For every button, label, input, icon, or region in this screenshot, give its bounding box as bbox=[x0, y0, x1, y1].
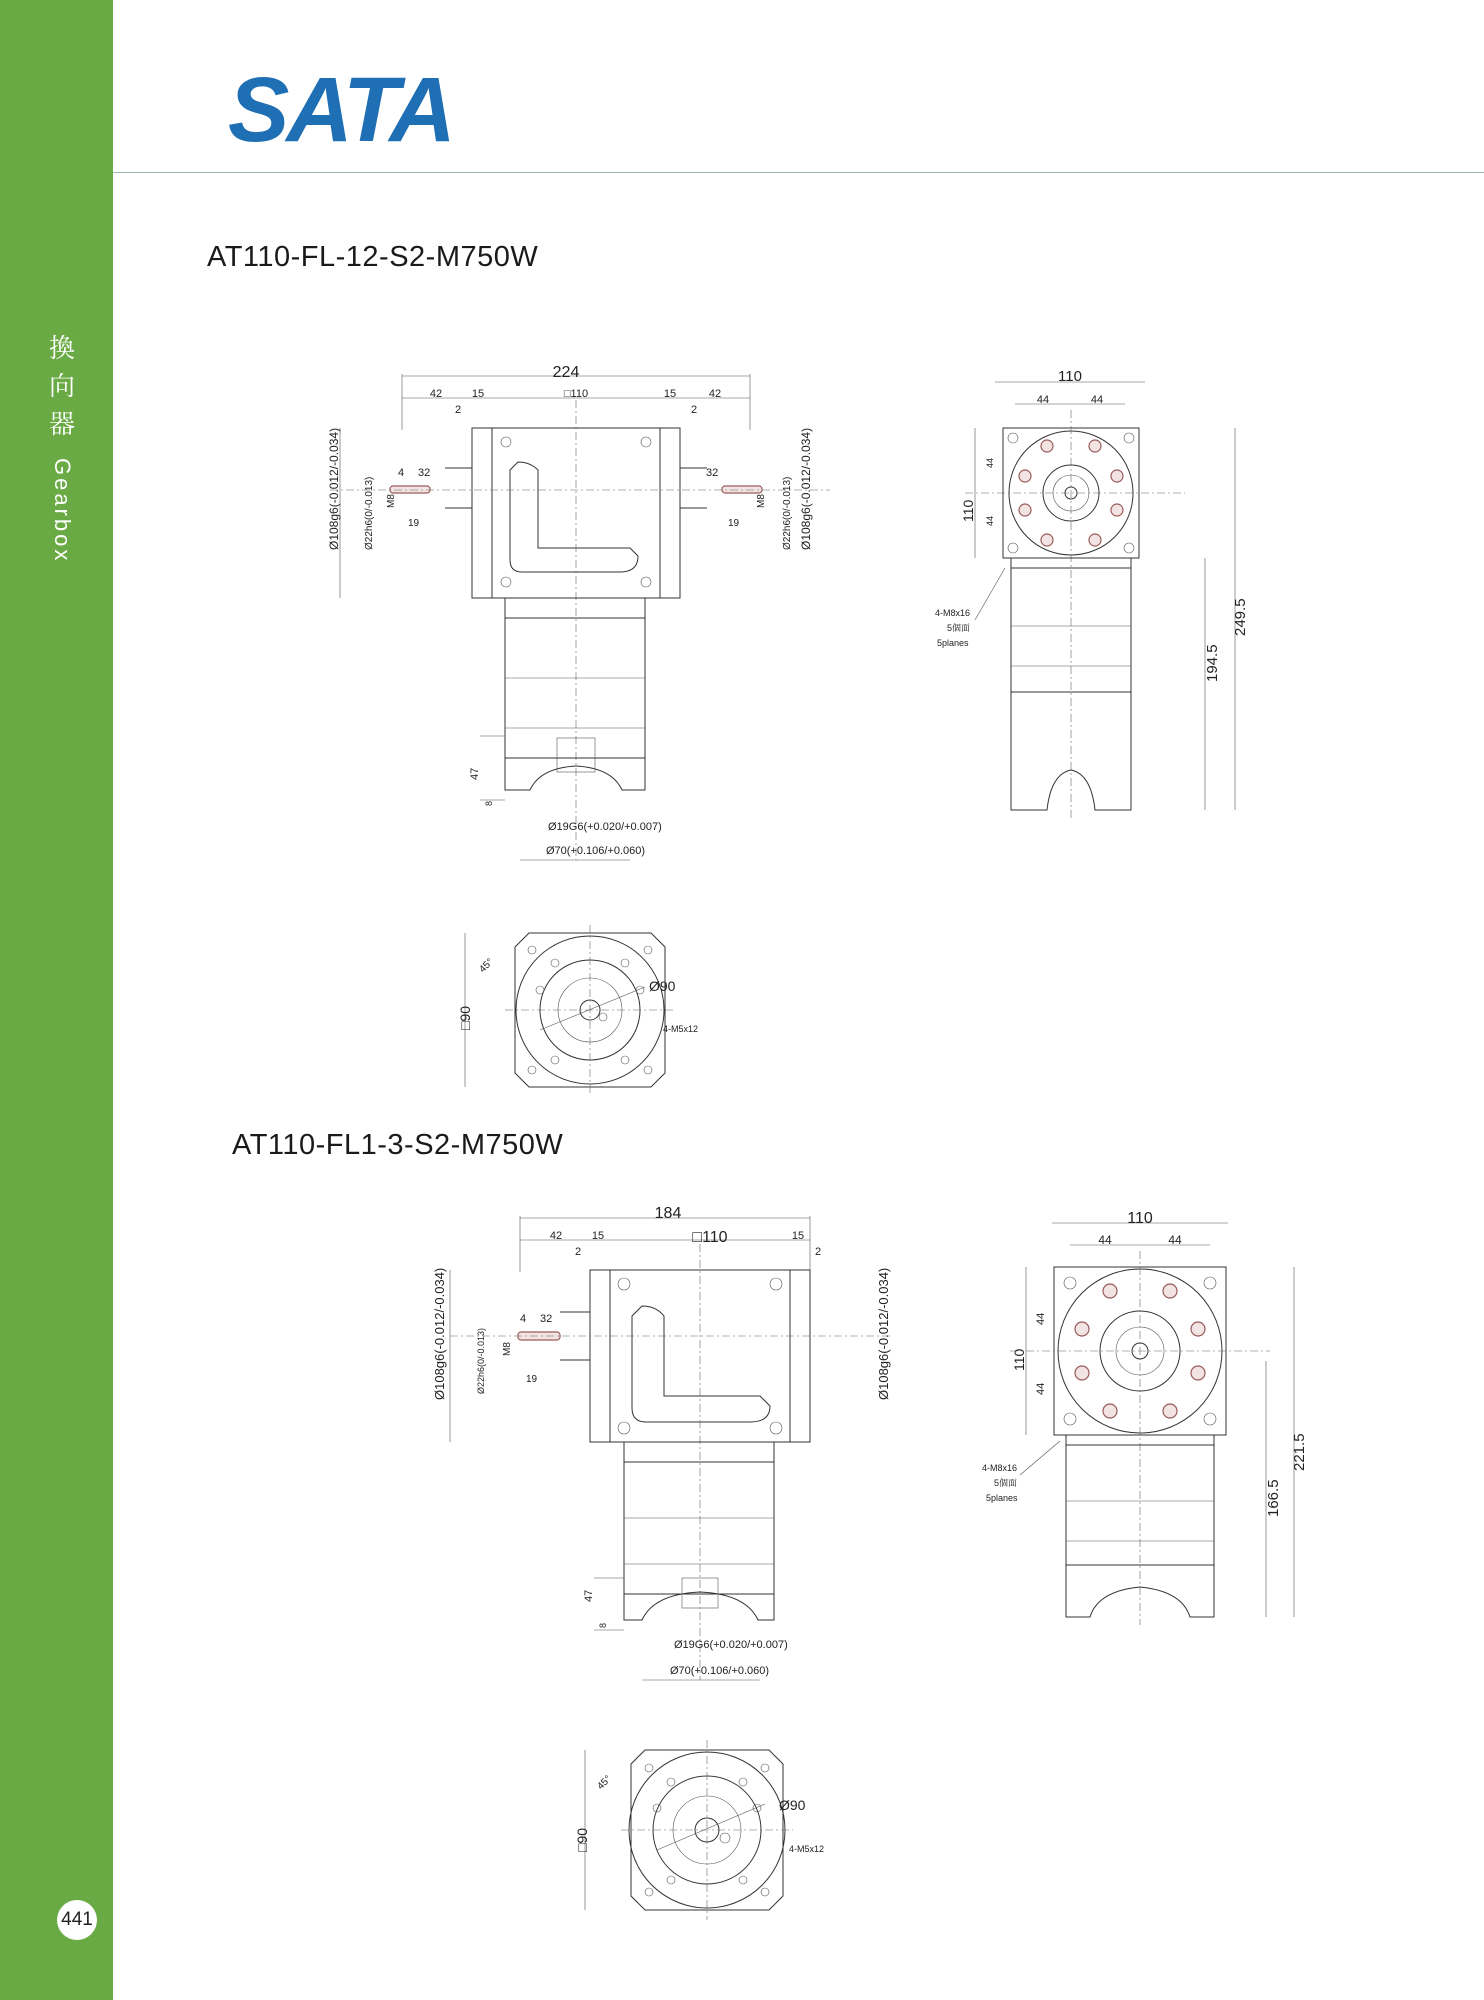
end-holes: 4-M8x16 bbox=[982, 1463, 1018, 1473]
dim-right-step: 2 bbox=[690, 404, 698, 416]
dim-shoulder: 4 bbox=[520, 1313, 527, 1325]
dim-key: 32 bbox=[540, 1313, 553, 1325]
dim-left-gap: 15 bbox=[471, 388, 485, 400]
flange-square: □90 bbox=[457, 1005, 473, 1030]
dim-left-gap: 15 bbox=[591, 1230, 605, 1242]
dim-right-offset: 42 bbox=[708, 388, 722, 400]
dim-half-bottom: 44 bbox=[1035, 1382, 1047, 1395]
dim-shaft-len: 19 bbox=[408, 518, 420, 529]
dim-width: 110 bbox=[1058, 368, 1082, 385]
flange-angle: 45° bbox=[595, 1773, 614, 1793]
dim-key-right: 32 bbox=[706, 467, 719, 479]
flange-holes: 4-M5x12 bbox=[789, 1844, 825, 1854]
dim-shaft-len: 19 bbox=[526, 1374, 538, 1385]
dim-left-step: 2 bbox=[454, 404, 462, 416]
dim-pilot-dia: Ø108g6(-0.012/-0.034) bbox=[432, 1267, 447, 1400]
dim-pilot-bottom: Ø70(+0.106/+0.060) bbox=[670, 1665, 770, 1677]
dim-square: □110 bbox=[692, 1229, 728, 1246]
dim-half-left: 44 bbox=[1036, 394, 1050, 406]
page-number: 441 bbox=[57, 1900, 97, 1940]
dim-shaft-dia-right: Ø22h6(0/-0.013) bbox=[782, 476, 793, 550]
category-cn-char: 向 bbox=[48, 372, 75, 402]
dim-shaft-len-right: 19 bbox=[728, 518, 740, 529]
side-view-drawing bbox=[320, 360, 840, 880]
dim-thread: M8 bbox=[502, 1342, 513, 1356]
dim-pilot-bottom: Ø70(+0.106/+0.060) bbox=[546, 845, 646, 857]
flange-square: □90 bbox=[574, 1827, 590, 1852]
dim-right-step: 2 bbox=[814, 1246, 822, 1258]
dim-left-offset: 42 bbox=[549, 1230, 563, 1242]
dim-height-47: 47 bbox=[583, 1589, 595, 1602]
dim-height-b: 221.5 bbox=[1291, 1433, 1308, 1471]
flange-view-drawing bbox=[565, 1740, 855, 1920]
dim-half-top: 44 bbox=[1035, 1312, 1047, 1325]
category-cn-char: 換 bbox=[48, 334, 75, 364]
end-planes-cn: 5個面 bbox=[994, 1478, 1018, 1488]
model-title: AT110-FL-12-S2-M750W bbox=[207, 241, 539, 273]
dim-height-b: 249.5 bbox=[1232, 598, 1249, 636]
category-en: Gearbox bbox=[50, 458, 75, 564]
end-planes-en: 5planes bbox=[937, 638, 969, 648]
dim-shaft-dia: Ø22h6(0/-0.013) bbox=[364, 476, 375, 550]
dim-half-right: 44 bbox=[1090, 394, 1104, 406]
flange-pcd: Ø90 bbox=[649, 978, 676, 994]
end-planes-en: 5planes bbox=[986, 1493, 1018, 1503]
dim-height-47: 47 bbox=[469, 767, 481, 780]
dim-bore: Ø19G6(+0.020/+0.007) bbox=[548, 821, 662, 833]
dim-height: 110 bbox=[1011, 1348, 1027, 1371]
flange-holes: 4-M5x12 bbox=[663, 1024, 699, 1034]
sata-logo: SATA bbox=[228, 59, 453, 161]
dim-square: □110 bbox=[563, 388, 589, 400]
dim-right-gap: 15 bbox=[791, 1230, 805, 1242]
dim-left-step: 2 bbox=[574, 1246, 582, 1258]
dim-shaft-dia: Ø22h6(0/-0.013) bbox=[476, 1327, 486, 1394]
category-label bbox=[47, 330, 77, 563]
dim-shoulder: 4 bbox=[398, 467, 405, 479]
dim-left-offset: 42 bbox=[429, 388, 443, 400]
dim-half-left: 44 bbox=[1098, 1233, 1112, 1247]
dim-right-gap: 15 bbox=[663, 388, 677, 400]
end-view-drawing bbox=[935, 370, 1255, 830]
dim-overall: 224 bbox=[552, 364, 580, 381]
flange-view-drawing bbox=[455, 925, 725, 1095]
header-divider bbox=[113, 172, 1484, 173]
flange-angle: 45° bbox=[477, 956, 496, 976]
dim-height-8: 8 bbox=[598, 1622, 608, 1628]
dim-height-a: 194.5 bbox=[1204, 644, 1221, 682]
dim-height-8: 8 bbox=[484, 800, 494, 806]
dim-width: 110 bbox=[1127, 1210, 1153, 1227]
end-planes-cn: 5個面 bbox=[947, 623, 971, 633]
dim-thread-right: M8 bbox=[756, 494, 767, 508]
dim-height-a: 166.5 bbox=[1265, 1479, 1282, 1517]
dim-half-bottom: 44 bbox=[985, 515, 995, 526]
side-view-drawing bbox=[420, 1200, 910, 1695]
category-sidebar bbox=[0, 0, 113, 2000]
dim-pilot-dia: Ø108g6(-0.012/-0.034) bbox=[327, 427, 341, 550]
category-cn-char: 器 bbox=[48, 410, 75, 440]
end-holes: 4-M8x16 bbox=[935, 608, 971, 618]
model-title: AT110-FL1-3-S2-M750W bbox=[232, 1129, 564, 1161]
dim-bore: Ø19G6(+0.020/+0.007) bbox=[674, 1639, 788, 1651]
dim-half-right: 44 bbox=[1168, 1233, 1182, 1247]
dim-pilot-dia-right: Ø108g6(-0.012/-0.034) bbox=[799, 427, 813, 550]
dim-pilot-dia-right: Ø108g6(-0.012/-0.034) bbox=[876, 1267, 891, 1400]
end-view-drawing bbox=[980, 1205, 1310, 1635]
dim-height: 110 bbox=[960, 499, 976, 522]
dim-half-top: 44 bbox=[985, 457, 995, 468]
dim-overall: 184 bbox=[654, 1205, 682, 1222]
flange-pcd: Ø90 bbox=[779, 1797, 806, 1813]
dim-key: 32 bbox=[418, 467, 431, 479]
dim-thread: M8 bbox=[386, 494, 397, 508]
